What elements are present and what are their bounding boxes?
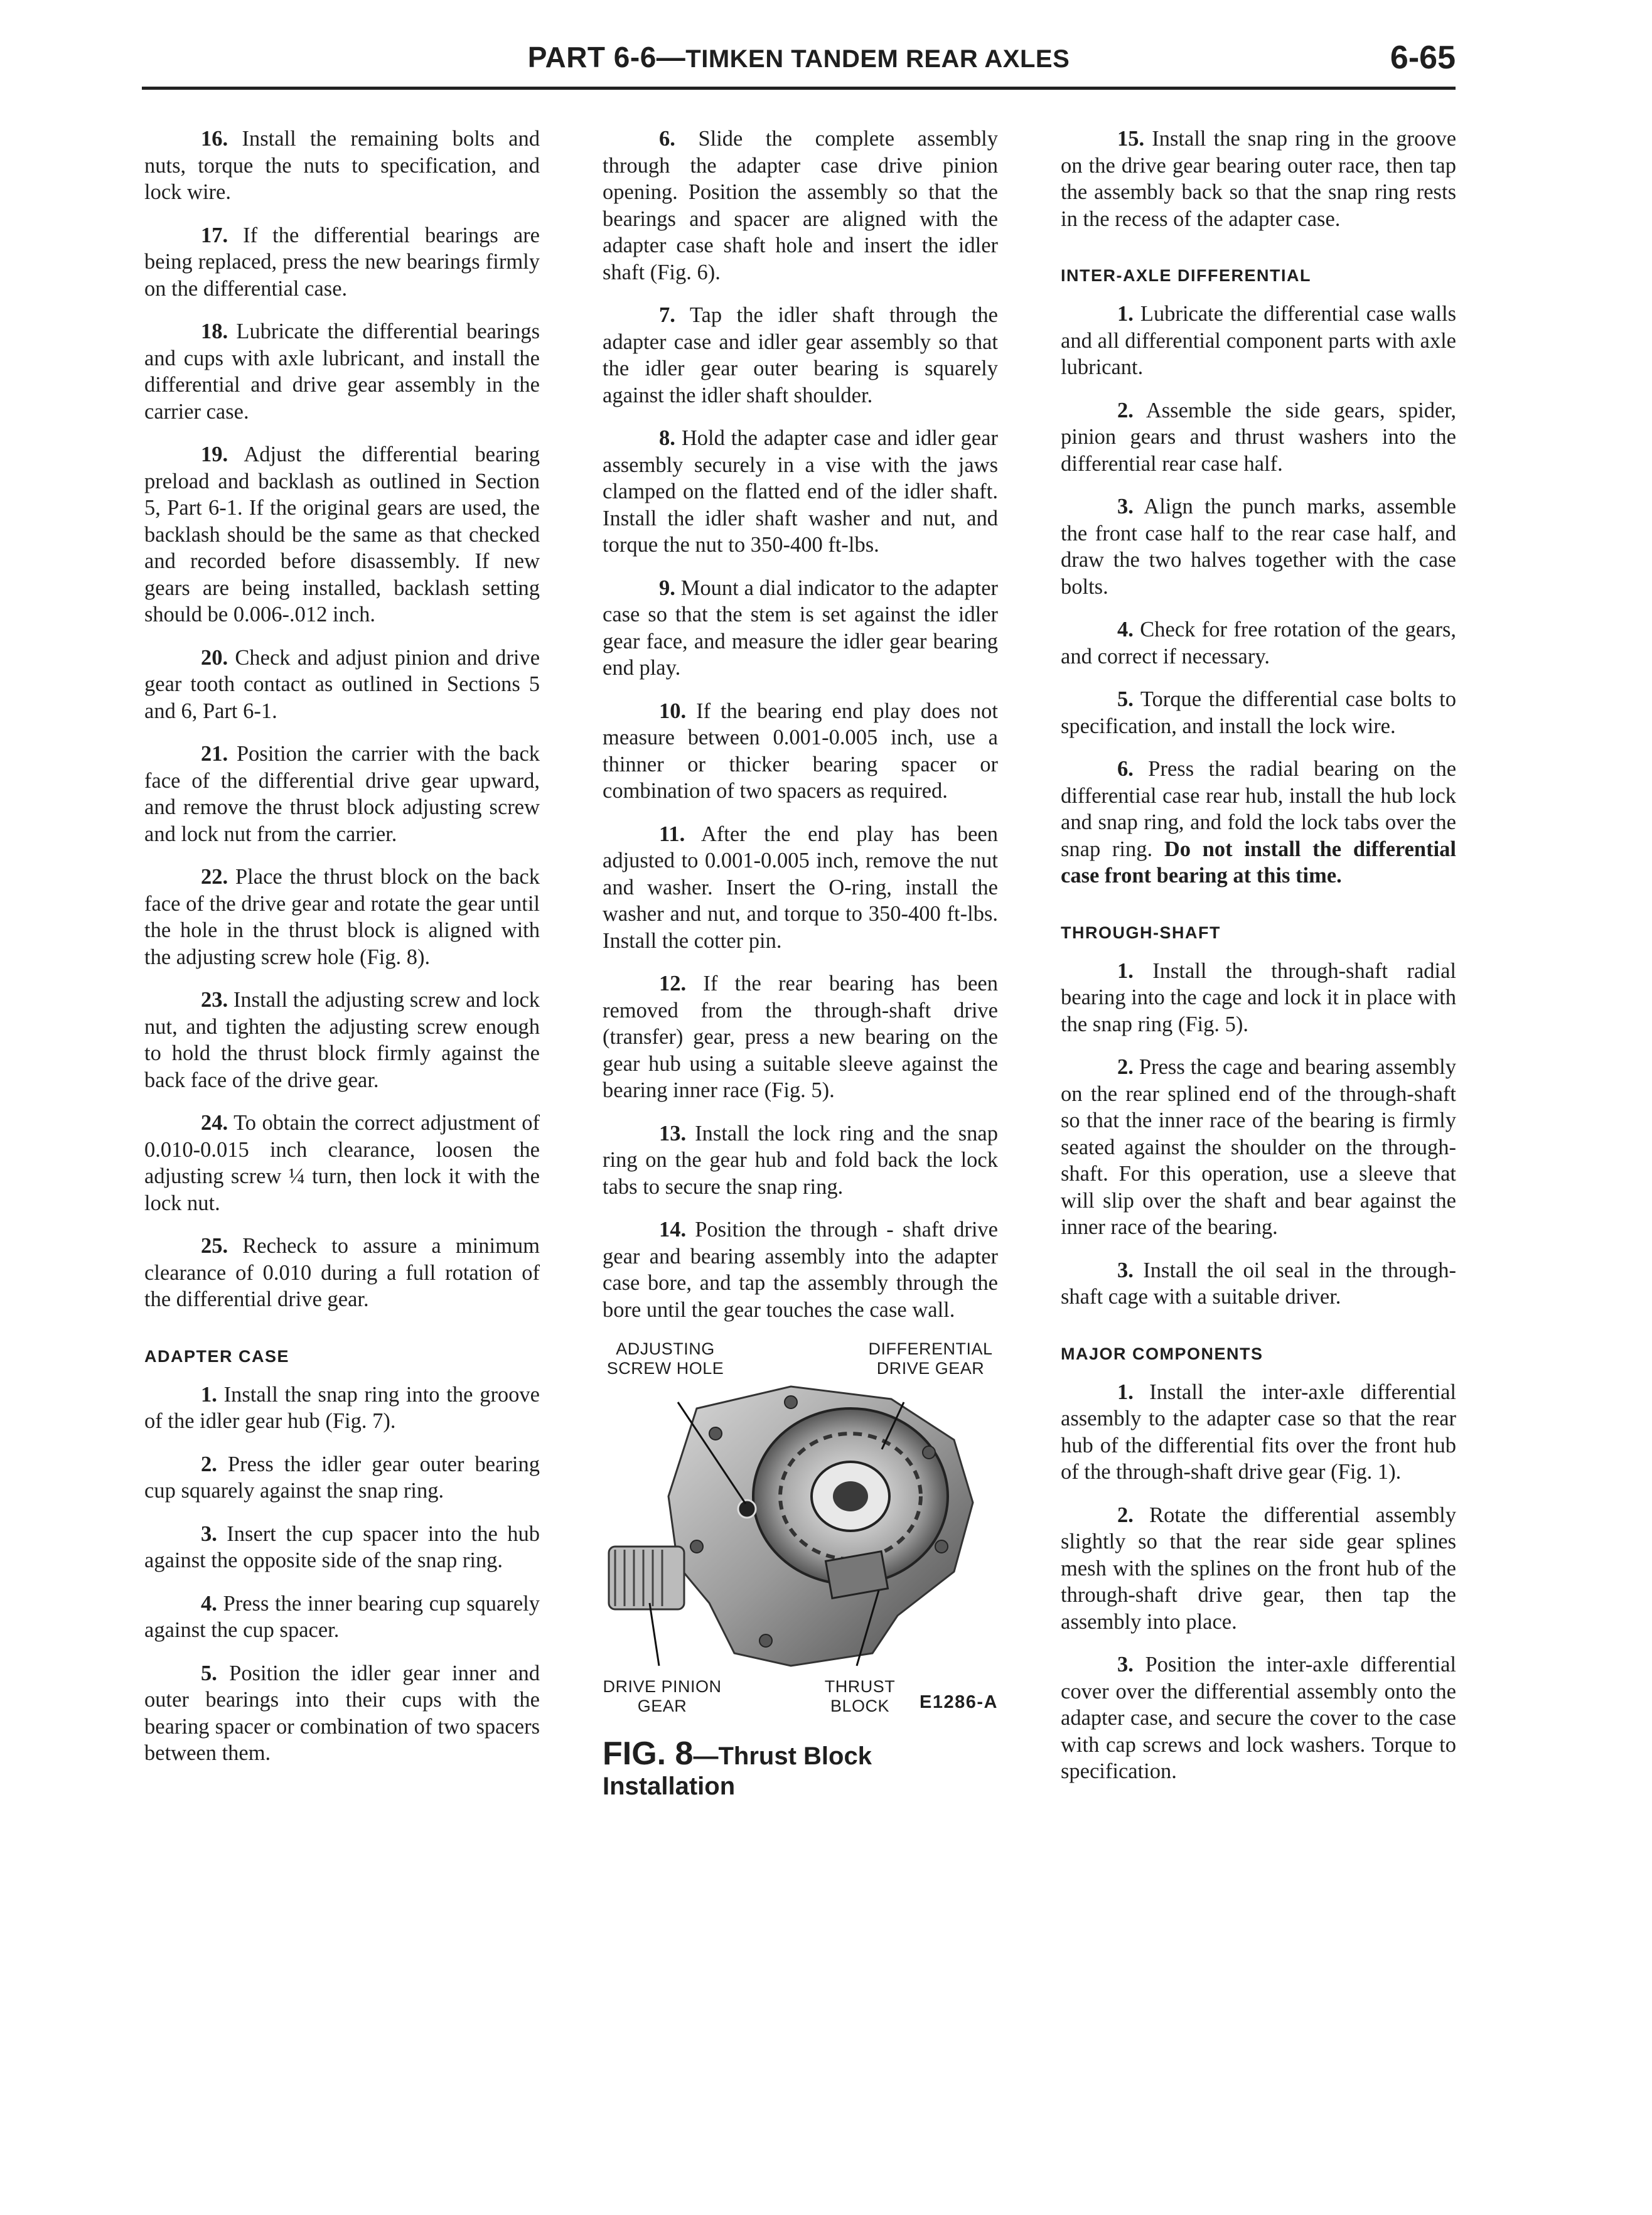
step-number: 21. bbox=[201, 742, 228, 766]
step-text: Install the snap ring in the groove on the drive gear bearing outer race, then tap the assembly back so that the snap ring rests in the recess of the adapter case. bbox=[1061, 127, 1457, 231]
part-subtitle: TIMKEN TANDEM REAR AXLES bbox=[685, 45, 1070, 73]
step-number: 5. bbox=[1117, 687, 1134, 711]
step-text: After the end play has been adjusted to 0.001-0.005 inch, remove the nut and washer. Insert the O-ring, install the washer and nut, and torque to 350-400 ft-lbs. Install the cotter pin. bbox=[603, 822, 998, 953]
thrust-block-illustration bbox=[603, 1339, 998, 1729]
adapter-step-14 bbox=[603, 1216, 998, 1323]
caption-dash: — bbox=[693, 1742, 719, 1770]
step-number: 6. bbox=[1117, 757, 1134, 781]
step-text: Check and adjust pinion and drive gear tooth contact as outlined in Sections 5 and 6, Part 6-1. bbox=[144, 645, 540, 723]
step-16 bbox=[144, 126, 540, 206]
step-number: 3. bbox=[1117, 495, 1134, 518]
step-18 bbox=[144, 318, 540, 425]
step-number: 1. bbox=[1117, 958, 1134, 983]
adapter-step-3 bbox=[144, 1521, 540, 1574]
step-text: Torque the differential case bolts to specification, and install the lock wire. bbox=[1061, 687, 1456, 738]
step-text: Position the carrier with the back face of the differential drive gear upward, and remove the thrust block adjusting screw and lock nut from the carrier. bbox=[144, 742, 540, 846]
step-text: Install the adjusting screw and lock nut, and tighten the adjusting screw enough to hold the thrust block firmly against the back face of the drive gear. bbox=[144, 988, 540, 1092]
section-heading-through-shaft: THROUGH-SHAFT bbox=[1061, 923, 1221, 942]
step-number: 15. bbox=[1117, 127, 1145, 151]
column-right bbox=[1061, 126, 1456, 1801]
step-text: Recheck to assure a minimum clearance of 0.010 during a full rotation of the differential drive gear. bbox=[144, 1234, 540, 1311]
step-text: Position the inter-axle differential cover over the differential assembly onto the adapter case, and secure the cover to the case with cap screws and lock washers. Torque to specification. bbox=[1061, 1653, 1456, 1783]
title-dash: — bbox=[656, 41, 686, 73]
step-number: 24. bbox=[201, 1111, 228, 1135]
step-text: If the bearing end play does not measure between 0.001-0.005 inch, use a thinner or thicker bearing spacer or combination of two spacers as required. bbox=[603, 699, 998, 803]
step-text: Install the remaining bolts and nuts, torque the nuts to specification, and lock wire. bbox=[144, 127, 540, 204]
step-number: 13. bbox=[659, 1121, 687, 1145]
adapter-step-4 bbox=[144, 1590, 540, 1644]
step-number: 3. bbox=[201, 1521, 217, 1546]
step-number: 10. bbox=[659, 699, 687, 723]
figure-caption bbox=[603, 1735, 998, 1801]
step-number: 9. bbox=[659, 576, 675, 600]
step-text: Press the idler gear outer bearing cup squarely against the snap ring. bbox=[144, 1452, 540, 1503]
through-shaft-step-3 bbox=[1061, 1257, 1456, 1311]
step-number: 12. bbox=[659, 972, 687, 995]
column-left bbox=[144, 126, 540, 1783]
step-text: Hold the adapter case and idler gear assembly securely in a vise with the jaws clamped on the flatted end of the idler shaft. Install the idler shaft washer and nut, and torque the nut to 350-400 ft-lbs. bbox=[603, 426, 998, 557]
step-19 bbox=[144, 441, 540, 628]
section-heading-adapter-case: ADAPTER CASE bbox=[144, 1346, 290, 1366]
adapter-step-11 bbox=[603, 821, 998, 955]
step-text: Press the radial bearing on the differential case rear hub, install the hub lock and snap ring, and fold the lock tabs over the snap ring. bbox=[1061, 757, 1457, 861]
major-step-1 bbox=[1061, 1379, 1456, 1486]
step-text: Press the cage and bearing assembly on the rear splined end of the through-shaft so that the inner race of the bearing is firmly seated against the shoulder on the through-shaft. For this operation, use a sleeve that will slip over the shaft and bear against the inner race of the bearing. bbox=[1061, 1055, 1456, 1239]
step-text: Align the punch marks, assemble the front case half to the rear case half, and draw the two halves together with the case bolts. bbox=[1061, 495, 1456, 599]
step-text: Install the through-shaft radial bearing into the cage and lock it in place with the snap ring (Fig. 5). bbox=[1061, 958, 1457, 1036]
adapter-step-12 bbox=[603, 970, 998, 1104]
adapter-step-5 bbox=[144, 1660, 540, 1767]
major-step-2 bbox=[1061, 1502, 1456, 1636]
page-number: 6-65 bbox=[1390, 40, 1456, 76]
figure-title: Thrust Block Installation bbox=[603, 1742, 872, 1800]
step-text: Install the lock ring and the snap ring on the gear hub and fold back the lock tabs to secure the snap ring. bbox=[603, 1121, 998, 1199]
step-text: Position the through - shaft drive gear and bearing assembly into the adapter case bore, and tap the assembly through the bore until the gear touches the case wall. bbox=[603, 1218, 998, 1322]
step-number: 4. bbox=[1117, 618, 1134, 641]
inter-axle-step-6 bbox=[1061, 756, 1456, 889]
adapter-step-7 bbox=[603, 302, 998, 409]
step-number: 7. bbox=[659, 303, 675, 327]
step-text: Lubricate the differential bearings and cups with axle lubricant, and install the differential and drive gear assembly in the carrier case. bbox=[144, 319, 540, 424]
step-number: 8. bbox=[659, 426, 675, 450]
step-number: 2. bbox=[1117, 1055, 1134, 1079]
step-text: Tap the idler shaft through the adapter case and idler gear assembly so that the idler gear outer bearing is squarely against the idler shaft shoulder. bbox=[603, 303, 998, 407]
section-heading-major-components: MAJOR COMPONENTS bbox=[1061, 1344, 1263, 1363]
step-text: Insert the cup spacer into the hub against the opposite side of the snap ring. bbox=[144, 1521, 540, 1572]
step-text: If the differential bearings are being replaced, press the new bearings firmly on the differential case. bbox=[144, 223, 540, 301]
step-20 bbox=[144, 645, 540, 725]
step-text: Install the snap ring into the groove of the idler gear hub (Fig. 7). bbox=[144, 1382, 540, 1433]
step-text: Lubricate the differential case walls and all differential component parts with axle lubricant. bbox=[1061, 302, 1456, 379]
adapter-step-6 bbox=[603, 126, 998, 286]
step-number: 6. bbox=[659, 127, 675, 151]
step-number: 2. bbox=[201, 1452, 217, 1476]
step-text: Mount a dial indicator to the adapter case so that the stem is set against the idler gear face, and measure the idler gear bearing end play. bbox=[603, 576, 998, 680]
step-text: Position the idler gear inner and outer bearings into their cups with the bearing spacer or combination of two spacers between them. bbox=[144, 1661, 540, 1765]
major-step-3 bbox=[1061, 1651, 1456, 1785]
step-text: Check for free rotation of the gears, and correct if necessary. bbox=[1061, 618, 1457, 668]
step-text: Adjust the differential bearing preload and backlash as outlined in Section 5, Part 6-1. If the original gears are used, the backlash should be the same as that checked and recorded before disassembly. If new gears are being installed, backlash setting should be 0.006-.012 inch. bbox=[144, 442, 540, 626]
adjusting-screw-hole bbox=[738, 1500, 756, 1518]
step-number: 3. bbox=[1117, 1258, 1134, 1282]
step-text: To obtain the correct adjustment of 0.010-0.015 inch clearance, loosen the adjusting screw ¼ turn, then lock it with the lock nut. bbox=[144, 1111, 540, 1215]
step-text: If the rear bearing has been removed from the through-shaft drive (transfer) gear, press a new bearing on the gear hub using a suitable sleeve against the bearing inner race (Fig. 5). bbox=[603, 972, 998, 1102]
step-23 bbox=[144, 987, 540, 1093]
step-number: 2. bbox=[1117, 398, 1134, 422]
step-number: 11. bbox=[659, 822, 685, 846]
label-differential-drive-gear: DIFFERENTIAL DRIVE GEAR bbox=[868, 1339, 993, 1378]
label-thrust-block: THRUST BLOCK bbox=[824, 1677, 896, 1715]
step-text: Place the thrust block on the back face of the drive gear and rotate the gear until the hole in the thrust block is aligned with the adjusting screw hole (Fig. 8). bbox=[144, 865, 540, 969]
step-text: Install the inter-axle differential assembly to the adapter case so that the rear hub of the differential fits over the front hub of the through-shaft drive gear (Fig. 1). bbox=[1061, 1380, 1457, 1484]
column-middle bbox=[603, 126, 998, 1801]
step-17 bbox=[144, 222, 540, 303]
step-number: 18. bbox=[201, 319, 228, 343]
step-25 bbox=[144, 1233, 540, 1313]
adapter-step-2 bbox=[144, 1451, 540, 1504]
inter-axle-step-2 bbox=[1061, 397, 1456, 478]
adapter-step-1 bbox=[144, 1381, 540, 1435]
step-number: 20. bbox=[201, 645, 228, 670]
step-number: 5. bbox=[201, 1661, 217, 1685]
step-number: 3. bbox=[1117, 1653, 1134, 1676]
step-number: 23. bbox=[201, 988, 228, 1012]
figure-8 bbox=[603, 1339, 998, 1729]
page-header bbox=[142, 36, 1456, 90]
inter-axle-step-5 bbox=[1061, 686, 1456, 739]
step-text: Slide the complete assembly through the adapter case drive pinion opening. Position the assembly so that the bearings and spacer are aligned with the adapter case shaft hole and insert the idler shaft (Fig. 6). bbox=[603, 127, 998, 284]
caution-text: Do not install the differential case front bearing at this time. bbox=[1061, 837, 1456, 888]
step-number: 16. bbox=[201, 127, 228, 151]
through-shaft-step-2 bbox=[1061, 1054, 1456, 1241]
step-number: 25. bbox=[201, 1234, 228, 1258]
step-number: 4. bbox=[201, 1591, 217, 1616]
step-text: Press the inner bearing cup squarely against the cup spacer. bbox=[144, 1591, 540, 1642]
drive-pinion-shaft bbox=[609, 1547, 684, 1609]
adapter-step-9 bbox=[603, 575, 998, 682]
step-text: Install the oil seal in the through-shaft cage with a suitable driver. bbox=[1061, 1258, 1457, 1309]
step-number: 17. bbox=[201, 223, 228, 247]
running-title bbox=[142, 40, 1456, 74]
step-number: 22. bbox=[201, 865, 228, 889]
step-text: Rotate the differential assembly slightly so that the rear side gear splines mesh with the splines on the front hub of the through-shaft drive gear, then tap the assembly into place. bbox=[1061, 1503, 1457, 1634]
step-number: 1. bbox=[1117, 1380, 1134, 1404]
adapter-step-8 bbox=[603, 425, 998, 559]
step-number: 14. bbox=[659, 1218, 687, 1242]
inter-axle-step-1 bbox=[1061, 301, 1456, 381]
adapter-step-15 bbox=[1061, 126, 1456, 232]
inter-axle-step-4 bbox=[1061, 616, 1456, 670]
section-heading-inter-axle-differential: INTER-AXLE DIFFERENTIAL bbox=[1061, 266, 1311, 285]
step-number: 1. bbox=[201, 1382, 217, 1407]
figure-number: FIG. 8 bbox=[603, 1735, 694, 1772]
step-21 bbox=[144, 741, 540, 847]
adapter-step-10 bbox=[603, 698, 998, 805]
inter-axle-step-3 bbox=[1061, 493, 1456, 600]
step-number: 19. bbox=[201, 442, 228, 466]
adapter-step-13 bbox=[603, 1120, 998, 1201]
step-22 bbox=[144, 864, 540, 970]
step-number: 2. bbox=[1117, 1503, 1134, 1527]
label-drive-pinion-gear: DRIVE PINION GEAR bbox=[603, 1677, 722, 1715]
through-shaft-step-1 bbox=[1061, 958, 1456, 1038]
gear-hub-bore bbox=[833, 1481, 868, 1511]
step-number: 1. bbox=[1117, 302, 1134, 326]
label-adjusting-screw-hole: ADJUSTING SCREW HOLE bbox=[606, 1339, 724, 1378]
step-24 bbox=[144, 1110, 540, 1216]
part-label: PART 6-6 bbox=[527, 41, 657, 73]
figure-code: E1286-A bbox=[920, 1692, 998, 1712]
step-text: Assemble the side gears, spider, pinion gears and thrust washers into the differential rear case half. bbox=[1061, 398, 1456, 476]
